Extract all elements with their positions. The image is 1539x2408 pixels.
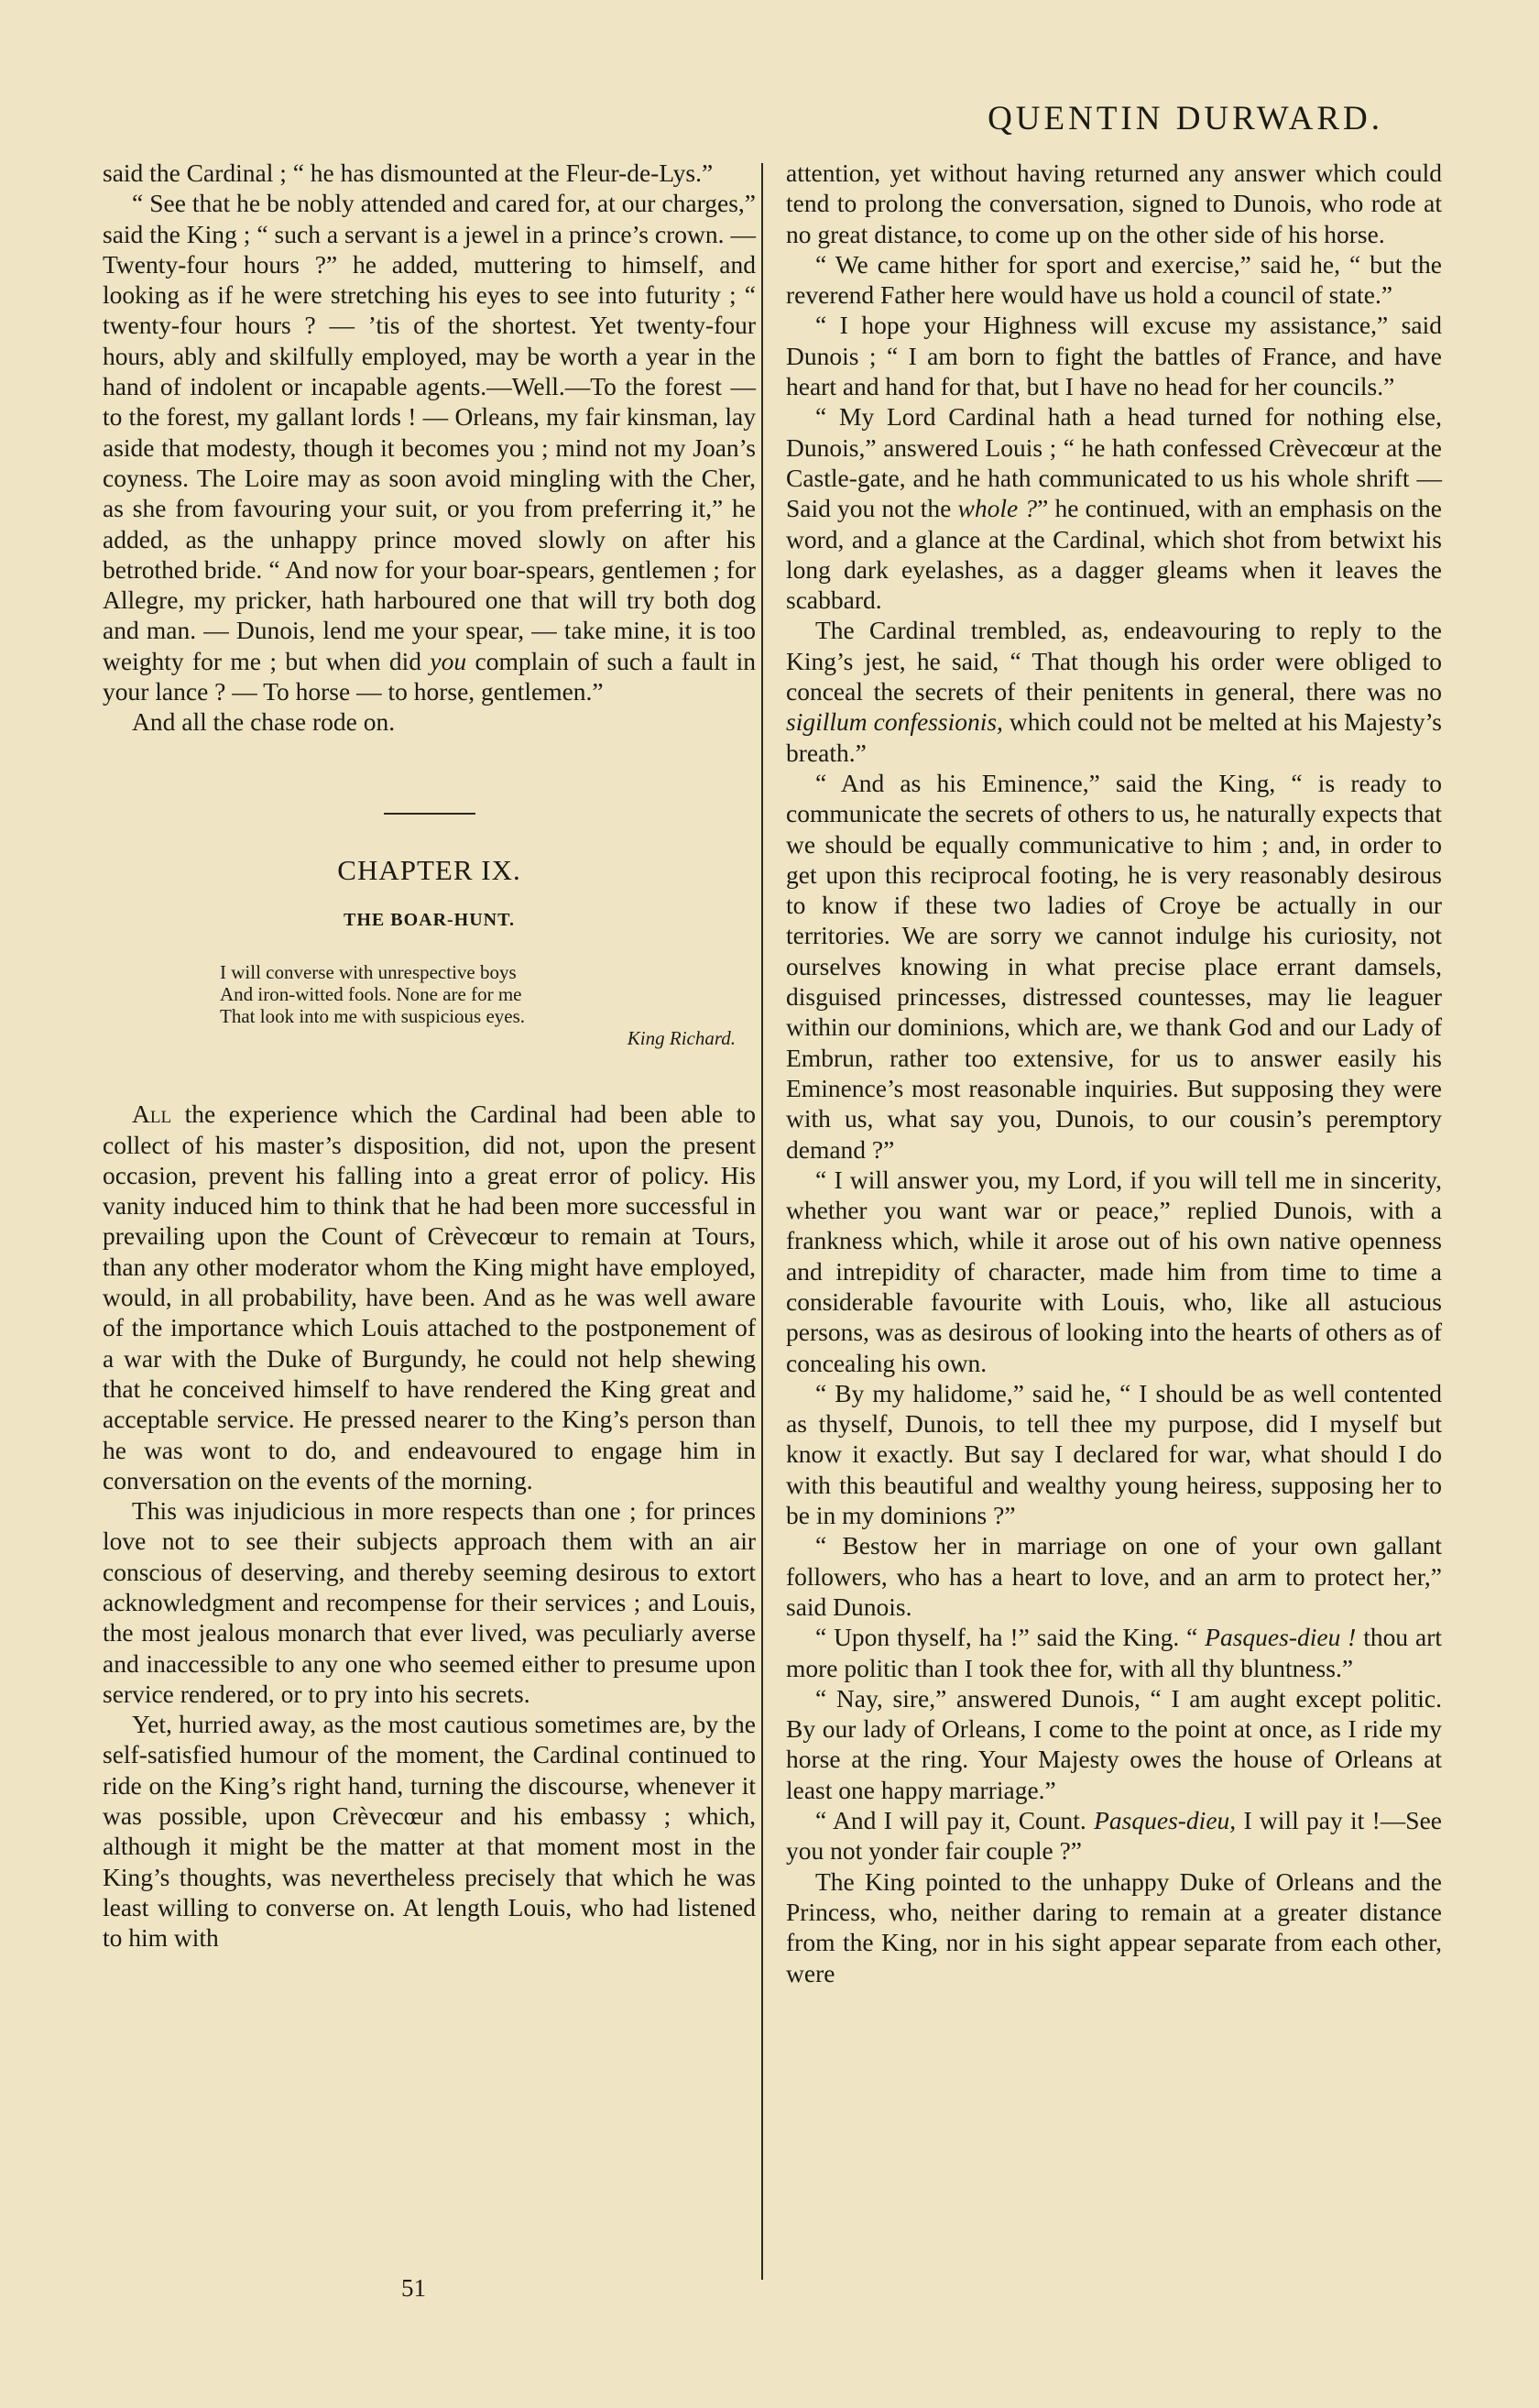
paragraph: “ We came hither for sport and exercise,” said he, “ but the reverend Father here would have us hold a council of state.” <box>786 249 1442 310</box>
page-number: 51 <box>401 2274 426 2302</box>
chapter-separator <box>384 813 475 815</box>
paragraph: “ And I will pay it, Count. Pasques-dieu, I will pay it !—See you not yonder fair couple ?” <box>786 1806 1442 1866</box>
paragraph: “ Upon thyself, ha !” said the King. “ Pasques-dieu ! thou art more politic than I took thee for, with all thy bluntness.” <box>786 1623 1442 1682</box>
chapter-subtitle: THE BOAR-HUNT. <box>344 909 515 930</box>
paragraph: “ Nay, sire,” answered Dunois, “ I am aught except politic. By our lady of Orleans, I come to the point at once, as I ride my horse at the ring. Your Majesty owes the house of Orleans at least one happy marriage.” <box>786 1683 1442 1804</box>
paragraph: “ And as his Eminence,” said the King, “ is ready to communicate the secrets of others to us, he naturally expects that we should be equally communicative to him ; and, in order to get upon this reciprocal footing, he is very reasonably desirous to know if these two ladies of Croye be actually in our territories. We are sorry we cannot indulge his curiosity, not ourselves knowing in what precise place errant damsels, disguised princesses, distressed countesses, may lie leaguer within our dominions, which are, we thank God and our Lady of Embrun, rather too extensive, for us to answer easily his Eminence’s most reasonable inquiries. But supposing they were with us, what say you, Dunois, to our cousin’s peremptory demand ?” <box>786 768 1442 1164</box>
paragraph: This was injudicious in more respects than one ; for princes love not to see their subjects approach them with an air conscious of deserving, and thereby seeming desirous to extort acknowledgment and recompense for their services ; and Louis, the most jealous monarch that ever lived, was peculiarly averse and inaccessible to any one who seemed either to presume upon service rendered, or to pry into his secrets. <box>103 1496 756 1708</box>
paragraph: attention, yet without having returned any answer which could tend to prolong the conversation, signed to Dunois, who rode at no great distance, to come up on the other side of his horse. <box>786 159 1442 248</box>
right-column <box>786 158 1442 1988</box>
paragraph: And all the chase rode on. <box>132 707 396 737</box>
paragraph: Yet, hurried away, as the most cautious sometimes are, by the self-satisfied humour of the moment, the Cardinal continued to ride on the King’s right hand, turning the discourse, whenever it was possible, upon Crèvecœur and his embassy ; which, although it might be the matter at that moment most in the King’s thoughts, was nevertheless precisely that which he was least willing to converse on. At length Louis, who had listened to him with <box>103 1710 756 1953</box>
left-column <box>103 158 756 1954</box>
paragraph: “ I hope your Highness will excuse my assistance,” said Dunois ; “ I am born to fight the battles of France, and have heart and hand for that, but I have no head for her councils.” <box>786 311 1442 401</box>
epigraph <box>220 961 756 1049</box>
paragraph: “ Bestow her in marriage on one of your own gallant followers, who has a heart to love, and an arm to protect her,” said Dunois. <box>786 1531 1442 1621</box>
chapter-title: CHAPTER IX. <box>337 853 521 886</box>
paragraph: “ My Lord Cardinal hath a head turned for nothing else, Dunois,” answered Louis ; “ he hath confessed Crèvecœur at the Castle-gate, and he hath communicated to us his whole shrift — Said you not the whole ?” he continued, with an emphasis on the word, and a glance at the Cardinal, which shot from betwixt his long dark eyelashes, as a dagger gleams when it leaves the scabbard. <box>786 402 1442 615</box>
paragraph: said the Cardinal ; “ he has dismounted at the Fleur-de-Lys.” <box>103 159 714 187</box>
paragraph: “ By my halidome,” said he, “ I should be as well contented as thyself, Dunois, to tell thee my purpose, did I myself but know it exactly. But say I declared for war, what should I do with this beautiful and wealthy young heiress, supposing her to be in my dominions ?” <box>786 1378 1442 1530</box>
epigraph-line: That look into me with suspicious eyes. <box>220 1005 526 1028</box>
running-head: QUENTIN DURWARD. <box>988 100 1383 137</box>
epigraph-line: I will converse with unrespective boys <box>220 961 517 984</box>
paragraph: The Cardinal trembled, as, endeavouring to reply to the King’s jest, he said, “ That though his order were obliged to conceal the secrets of their penitents in general, there was no sigillum confessionis, which could not be melted at his Majesty’s breath.” <box>786 616 1443 767</box>
epigraph-attribution: King Richard. <box>627 1027 736 1050</box>
paragraph: “ I will answer you, my Lord, if you will tell me in sincerity, whether you want war or peace,” replied Dunois, with a frankness which, while it arose out of his own native openness and intrepidity of character, made him from time to time a considerable favourite with Louis, who, like all astucious persons, was as desirous of looking into the hearts of others as of concealing his own. <box>786 1165 1442 1377</box>
column-divider <box>761 163 763 2280</box>
paragraph: “ See that he be nobly attended and cared for, at our charges,” said the King ; “ such a servant is a jewel in a prince’s crown. — Twenty-four hours ?” he added, muttering to himself, and looking as if he were stretching his eyes to see into futurity ; “ twenty-four hours ? — ’tis of the shortest. Yet twenty-four hours, ably and skilfully employed, may be worth a year in the hand of indolent or incapable agents.—Well.—To the forest — to the forest, my gallant lords ! — Orleans, my fair kinsman, lay aside that modesty, though it becomes you ; mind not my Joan’s coyness. The Loire may as soon avoid mingling with the Cher, as she from favouring your suit, or you from preferring it,” he added, as the unhappy prince moved slowly on after his betrothed bride. “ And now for your boar-spears, gentlemen ; for Allegre, my pricker, hath harboured one that will try both dog and man. — Dunois, lend me your spear, — take mine, it is too weighty for me ; but when did you complain of such a fault in your lance ? — To horse — to horse, gentlemen.” <box>103 189 757 706</box>
epigraph-line: And iron-witted fools. None are for me <box>220 983 522 1006</box>
paragraph: All the experience which the Cardinal had been able to collect of his master’s disposition, did not, upon the present occasion, prevent his falling into a great error of policy. His vanity induced him to think that he had been more successful in prevailing upon the Count of Crèvecœur to remain at Tours, than any other moderator whom the King might have employed, would, in all probability, have been. And as he was well aware of the importance which Louis attached to the postponement of a war with the Duke of Burgundy, he could not help shewing that he conceived himself to have rendered the King great and acceptable service. He pressed nearer to the King’s person than he was wont to do, and endeavoured to engage him in conversation on the events of the morning. <box>103 1100 756 1494</box>
paragraph: The King pointed to the unhappy Duke of Orleans and the Princess, who, neither daring to remain at a greater distance from the King, nor in his sight appear separate from each other, were <box>786 1866 1442 1987</box>
